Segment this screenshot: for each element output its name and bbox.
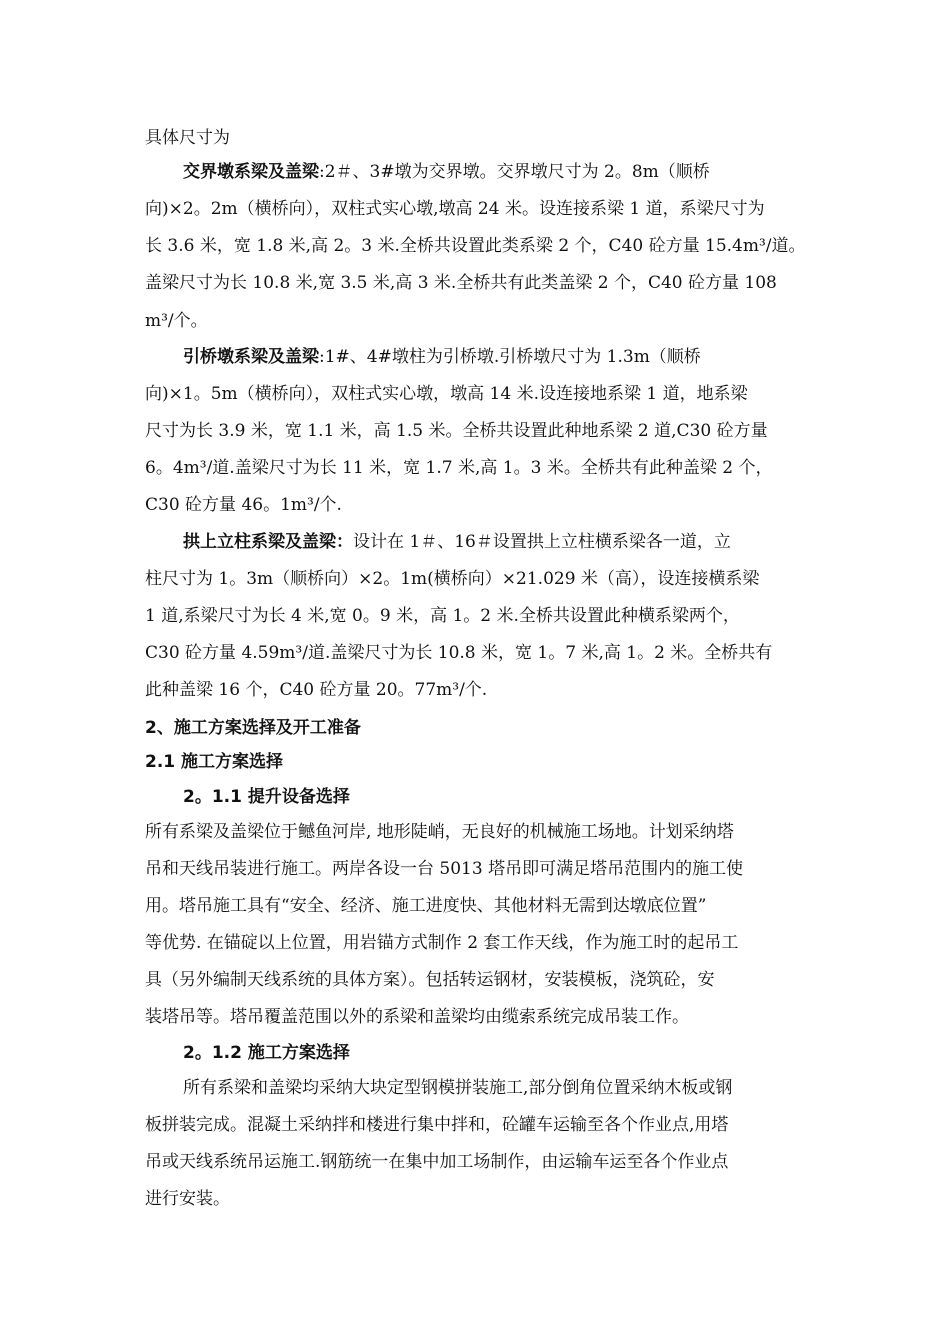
bold-lead: 拱上立柱系梁及盖梁： bbox=[183, 532, 353, 552]
paragraph-first-line: 所有系梁和盖梁均采纳大块定型钢模拼装施工,部分倒角位置采纳木板或钢 bbox=[183, 1078, 733, 1098]
subsubsection-heading: 2。1.2 施工方案选择 bbox=[183, 1043, 350, 1063]
bold-lead: 交界墩系梁及盖梁 bbox=[183, 162, 319, 182]
body-text-line: 进行安装。 bbox=[145, 1189, 230, 1209]
body-text-line: 尺寸为长 3.9 米，宽 1.1 米，高 1.5 米。全桥共设置此种地系梁 2 道,C30 砼方量 bbox=[145, 421, 768, 441]
section-heading: 2、施工方案选择及开工准备 bbox=[145, 718, 361, 738]
body-text-line: 具（另外编制天线系统的具体方案）。包括转运钢材，安装模板，浇筑砼，安 bbox=[145, 970, 715, 990]
body-text-line: 吊和天线吊装进行施工。两岸各设一台 5013 塔吊即可满足塔吊范围内的施工使 bbox=[145, 859, 744, 879]
paragraph-first-line: 拱上立柱系梁及盖梁：设计在 1＃、16＃设置拱上立柱横系梁各一道，立 bbox=[183, 532, 731, 552]
body-text-line: C30 砼方量 4.59m³/道.盖梁尺寸为长 10.8 米，宽 1。7 米,高 1。2 米。全桥共有 bbox=[145, 643, 773, 663]
body-text-line: 6。4m³/道.盖梁尺寸为长 11 米，宽 1.7 米,高 1。3 米。全桥共有此种盖梁 2 个， bbox=[145, 458, 773, 478]
subsection-heading: 2.1 施工方案选择 bbox=[145, 752, 284, 772]
body-text-line: 板拼装完成。混凝土采纳拌和楼进行集中拌和，砼罐车运输至各个作业点,用塔 bbox=[145, 1115, 729, 1135]
body-text-line: 吊或天线系统吊运施工.钢筋统一在集中加工场制作，由运输车运至各个作业点 bbox=[145, 1152, 729, 1172]
bold-lead: 引桥墩系梁及盖梁 bbox=[183, 347, 319, 367]
body-text-line: 长 3.6 米，宽 1.8 米,高 2。3 米.全桥共设置此类系梁 2 个，C40 砼方量 15.4m³/道。 bbox=[145, 236, 806, 256]
subsubsection-heading: 2。1.1 提升设备选择 bbox=[183, 787, 350, 807]
body-text-line: 1 道,系梁尺寸为长 4 米,宽 0。9 米，高 1。2 米.全桥共设置此种横系梁两个， bbox=[145, 606, 740, 626]
paragraph-first-line: 交界墩系梁及盖梁:2＃、3#墩为交界墩。交界墩尺寸为 2。8m（顺桥 bbox=[183, 162, 710, 182]
body-text-line: 具体尺寸为 bbox=[145, 128, 230, 148]
body-text-line: 此种盖梁 16 个，C40 砼方量 20。77m³/个. bbox=[145, 680, 488, 700]
body-text-line: m³/个。 bbox=[145, 311, 208, 331]
body-text-line: 向)×2。2m（横桥向），双柱式实心墩,墩高 24 米。设连接系梁 1 道，系梁尺寸为 bbox=[145, 199, 765, 219]
body-text-line: C30 砼方量 46。1m³/个. bbox=[145, 495, 342, 515]
body-text-line: 等优势. 在锚碇以上位置，用岩锚方式制作 2 套工作天线，作为施工时的起吊工 bbox=[145, 933, 739, 953]
body-text-line: 用。塔吊施工具有“安全、经济、施工进度快、其他材料无需到达墩底位置” bbox=[145, 896, 707, 916]
paragraph-first-line: 引桥墩系梁及盖梁:1#、4#墩柱为引桥墩.引桥墩尺寸为 1.3m（顺桥 bbox=[183, 347, 701, 367]
body-text-line: 装塔吊等。塔吊覆盖范围以外的系梁和盖梁均由缆索系统完成吊装工作。 bbox=[145, 1007, 689, 1027]
body-text-line: 盖梁尺寸为长 10.8 米,宽 3.5 米,高 3 米.全桥共有此类盖梁 2 个，C40 砼方量 108 bbox=[145, 273, 777, 293]
body-text-line: 所有系梁及盖梁位于鳡鱼河岸, 地形陡峭，无良好的机械施工场地。计划采纳塔 bbox=[145, 822, 734, 842]
body-text-line: 向)×1。5m（横桥向），双柱式实心墩，墩高 14 米.设连接地系梁 1 道，地系梁 bbox=[145, 384, 748, 404]
body-text-line: 柱尺寸为 1。3m（顺桥向）×2。1m(横桥向）×21.029 米（高），设连接横系梁 bbox=[145, 569, 760, 589]
